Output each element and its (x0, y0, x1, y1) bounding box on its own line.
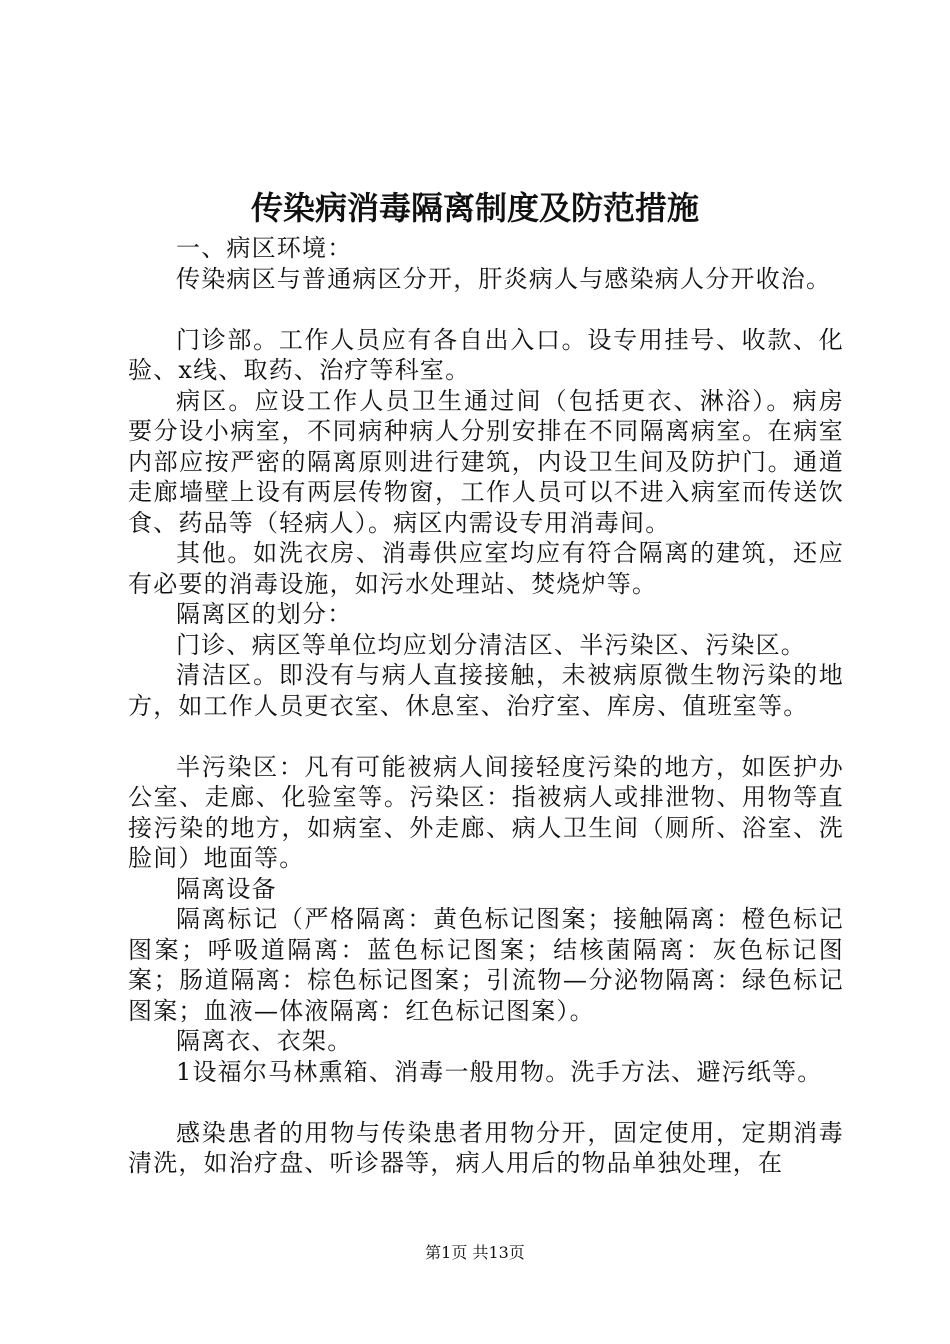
paragraph-spacer (128, 294, 844, 325)
paragraph: 传染病区与普通病区分开，肝炎病人与感染病人分开收治。 (176, 264, 832, 293)
paragraph-spacer (128, 1087, 844, 1118)
paragraph: 门诊、病区等单位均应划分清洁区、半污染区、污染区。 (176, 630, 806, 659)
paragraph: 感染患者的用物与传染患者用物分开，固定使用，定期消毒清洗，如治疗盘、听诊器等，病人用后的物品单独处理，在 (128, 1118, 844, 1177)
paragraph: 病区。应设工作人员卫生通过间（包括更衣、淋浴）。病房要分设小病室，不同病种病人分别安排在不同隔离病室。在病室内部应按严密的隔离原则进行建筑，内设卫生间及防护门。通道走廊墙壁上设有两层传物窗，工作人员可以不进入病室而传送饮食、药品等（轻病人）。病区内需设专用消毒间。 (128, 386, 844, 537)
section-heading-ward-environment: 一、病区环境： (176, 234, 353, 262)
section-heading-isolation-equipment: 隔离设备 (176, 874, 277, 903)
document-body (128, 233, 844, 1179)
paragraph: 清洁区。即没有与病人直接接触，未被病原微生物污染的地方，如工作人员更衣室、休息室、治疗室、库房、值班室等。 (128, 661, 844, 720)
paragraph: 隔离衣、衣架。 (176, 1027, 353, 1055)
paragraph: 门诊部。工作人员应有各自出入口。设专用挂号、收款、化验、x线、取药、治疗等科室。 (128, 325, 844, 384)
paragraph: 其他。如洗衣房、消毒供应室均应有符合隔离的建筑，还应有必要的消毒设施，如污水处理站、焚烧炉等。 (128, 539, 844, 598)
paragraph: 1设福尔马林熏箱、消毒一般用物。洗手方法、避污纸等。 (176, 1057, 823, 1086)
paragraph-spacer (128, 721, 844, 752)
section-heading-zone-division: 隔离区的划分： (176, 600, 353, 628)
paragraph: 半污染区：凡有可能被病人间接轻度污染的地方，如医护办公室、走廊、化验室等。污染区：指被病人或排泄物、用物等直接污染的地方，如病室、外走廊、病人卫生间（厕所、浴室、洗脸间）地面等。 (128, 752, 844, 872)
paragraph: 隔离标记（严格隔离：黄色标记图案；接触隔离：橙色标记图案；呼吸道隔离：蓝色标记图案；结核菌隔离：灰色标记图案；肠道隔离：棕色标记图案；引流物—分泌物隔离：绿色标记图案；血液—体液隔离：红色标记图案）。 (128, 905, 844, 1025)
document-title: 传染病消毒隔离制度及防范措施 (250, 189, 699, 227)
page-footer: 第1页 共13页 (425, 1243, 525, 1262)
